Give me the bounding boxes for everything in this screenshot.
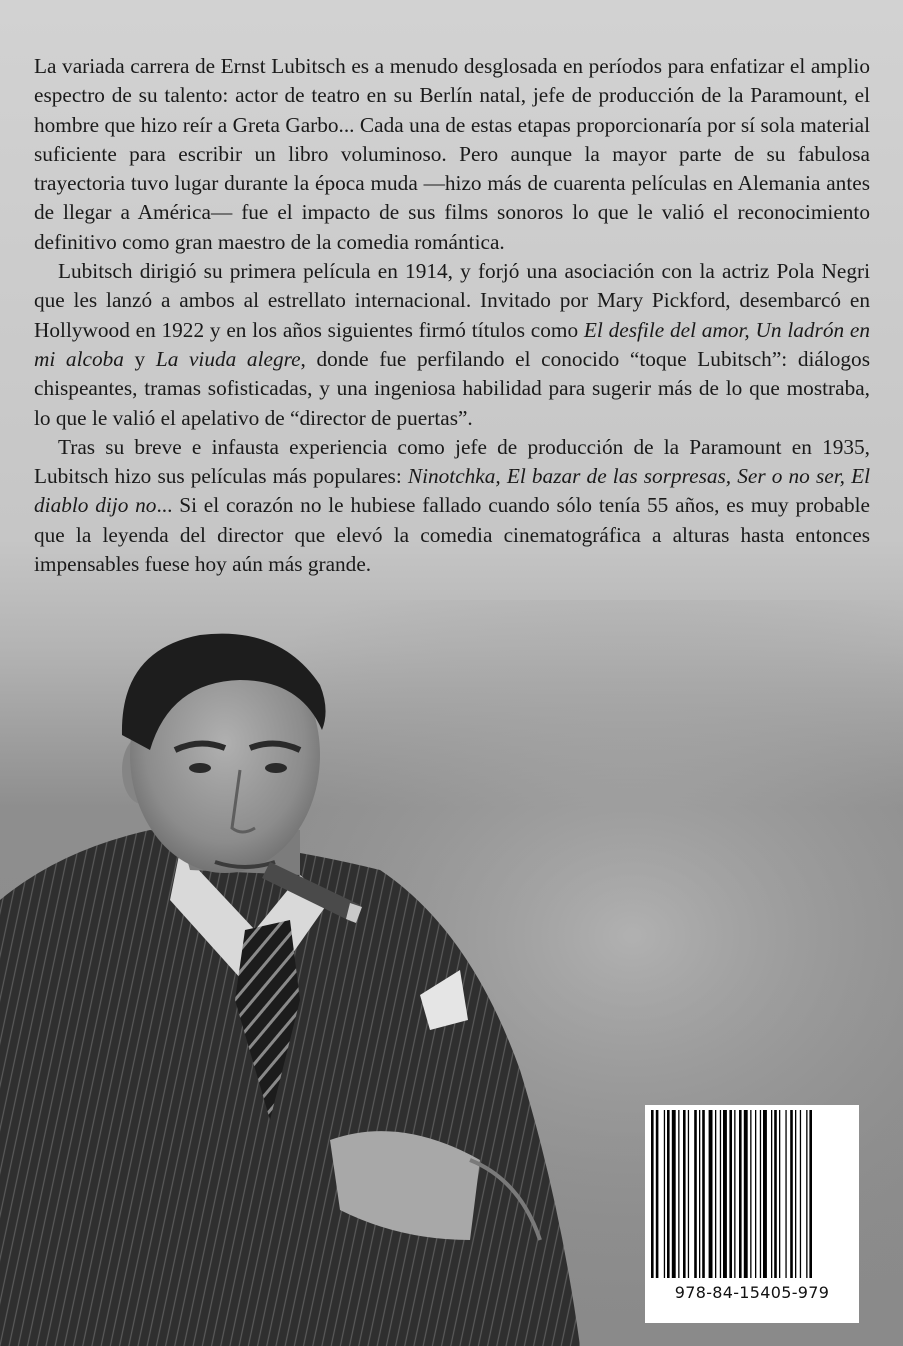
- paragraph-2-part-3: , donde fue perfilando el conocido “toque Lubitsch”: diálogos chispeantes, tramas sofisticadas, y una ingeniosa habilidad para sugerir más de lo que mostraba, lo que le valió el apelativo de “director de puertas”.: [34, 346, 870, 430]
- paragraph-3-titles: Ninotchka, El bazar de las sorpresas, Ser o no ser, El diablo dijo no: [34, 464, 870, 518]
- paragraph-1: [34, 52, 870, 257]
- paragraph-3-part-2: ... Si el corazón no le hubiese fallado cuando sólo tenía 55 años, es muy probable que la leyenda del director que elevó la comedia cinematográfica a alturas hasta entonces impensables fuese hoy aún más grande.: [34, 493, 870, 577]
- paragraph-1-text: La variada carrera de Ernst Lubitsch es a menudo desglosada en períodos para enfatizar el amplio espectro de su talento: actor de teatro en su Berlín natal, jefe de producción de la Paramount, el hombre que hizo reír a Greta Garbo... Cada una de estas etapas proporcionaría por sí sola material suficiente para escribir un libro voluminoso. Pero aunque la mayor parte de su fabulosa trayectoria tuvo lugar durante la época muda —hizo más de cuarenta películas en Alemania antes de llegar a América— fue el impacto de sus films sonoros lo que le valió el reconocimiento definitivo como gran maestro de la comedia romántica.: [34, 54, 870, 254]
- paragraph-2-part-1: Lubitsch dirigió su primera película en 1914, y forjó una asociación con la actriz Pola Negri que les lanzó a ambos al estrellato internacional. Invitado por Mary Pickford, desembarcó en Hollywood en 1922 y en los años siguientes firmó títulos como: [34, 259, 870, 342]
- paragraph-2: [34, 257, 870, 433]
- paragraph-2-part-2: y: [123, 346, 156, 371]
- paragraph-2-title-1: El desfile del amor, Un ladrón en mi alcoba: [34, 317, 871, 371]
- paragraph-3: [34, 433, 870, 579]
- back-cover-text: [34, 52, 870, 579]
- paragraph-2-title-2: La viuda alegre: [155, 346, 301, 371]
- isbn-barcode: [645, 1105, 859, 1323]
- barcode-icon: [649, 1110, 855, 1278]
- isbn-digits: 978-84-15405-979: [674, 1283, 830, 1302]
- paragraph-3-part-1: Tras su breve e infausta experiencia como jefe de producción de la Paramount en 1935, Lubitsch hizo sus películas más populares:: [34, 434, 870, 489]
